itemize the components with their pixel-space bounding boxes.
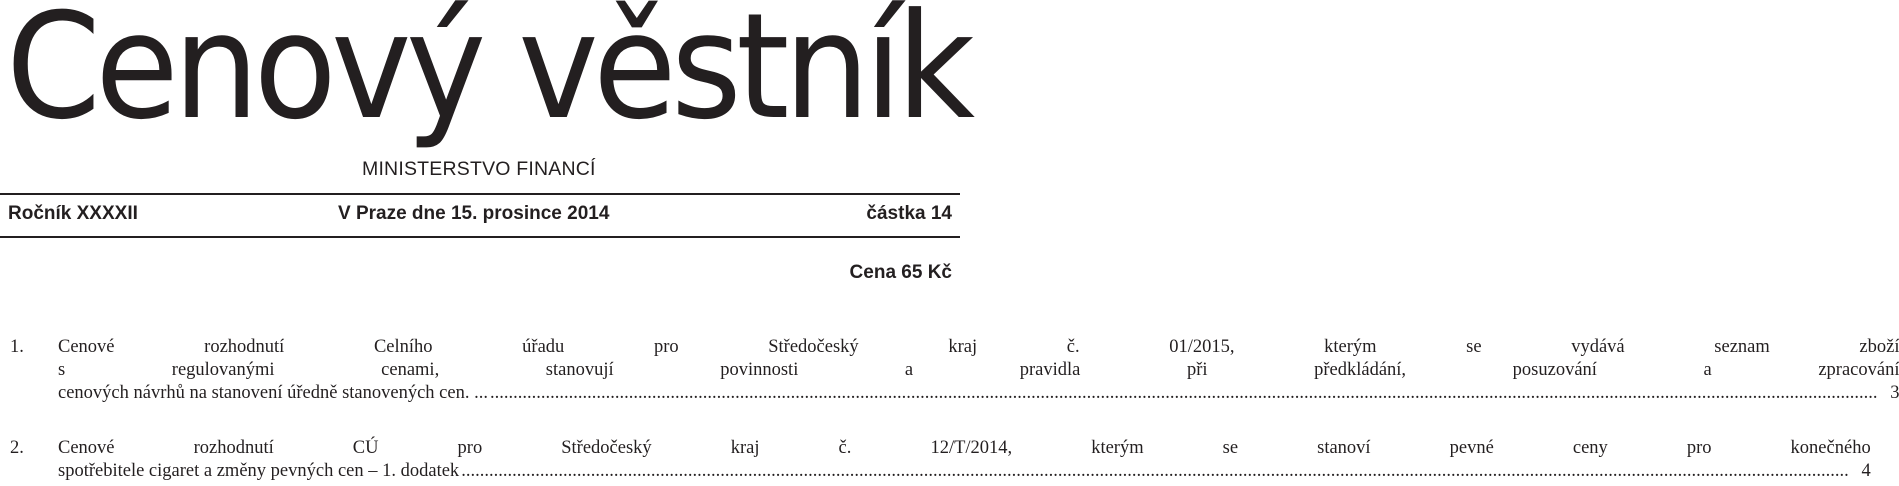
- toc-entry-line: Cenové rozhodnutí CÚ pro Středočeský kraj č. 12/T/2014, kterým se stanoví pevné ceny pro konečného: [58, 438, 1871, 458]
- price-label: Cena 65 Kč: [849, 262, 952, 283]
- toc-entry-line: spotřebitele cigaret a změny pevných cen – 1. dodatek: [58, 461, 460, 481]
- volume-label: Ročník XXXXII: [8, 203, 138, 224]
- issue-number: částka 14: [866, 203, 952, 224]
- toc-entry-number: 2.: [10, 438, 24, 458]
- toc-entry-page: 3: [1890, 383, 1899, 403]
- toc-entry[interactable]: [0, 437, 1871, 483]
- header-rule-top: [0, 193, 960, 195]
- dot-leader: ............................................................................................................................................................................................................................................................................................................: [489, 383, 1878, 403]
- masthead-title: Cenový věstník: [6, 0, 970, 152]
- toc-entry-line: s regulovanými cenami, stanovují povinnosti a pravidla při předkládání, posuzování a zpracování: [58, 360, 1899, 380]
- issue-date: V Praze dne 15. prosince 2014: [338, 203, 610, 224]
- header-rule-bottom: [0, 236, 960, 238]
- ministry-name: MINISTERSTVO FINANCÍ: [362, 158, 596, 180]
- toc-entry[interactable]: [0, 336, 1899, 405]
- toc-entry-line: Cenové rozhodnutí Celního úřadu pro Středočeský kraj č. 01/2015, kterým se vydává seznam zboží: [58, 337, 1899, 357]
- toc-entry-number: 1.: [10, 337, 24, 357]
- toc-entry-page: 4: [1861, 461, 1871, 481]
- toc-entry-line: cenových návrhů na stanovení úředně stanovených cen. ...: [58, 383, 488, 403]
- dot-leader: ............................................................................................................................................................................................................................................................................................................: [461, 461, 1849, 481]
